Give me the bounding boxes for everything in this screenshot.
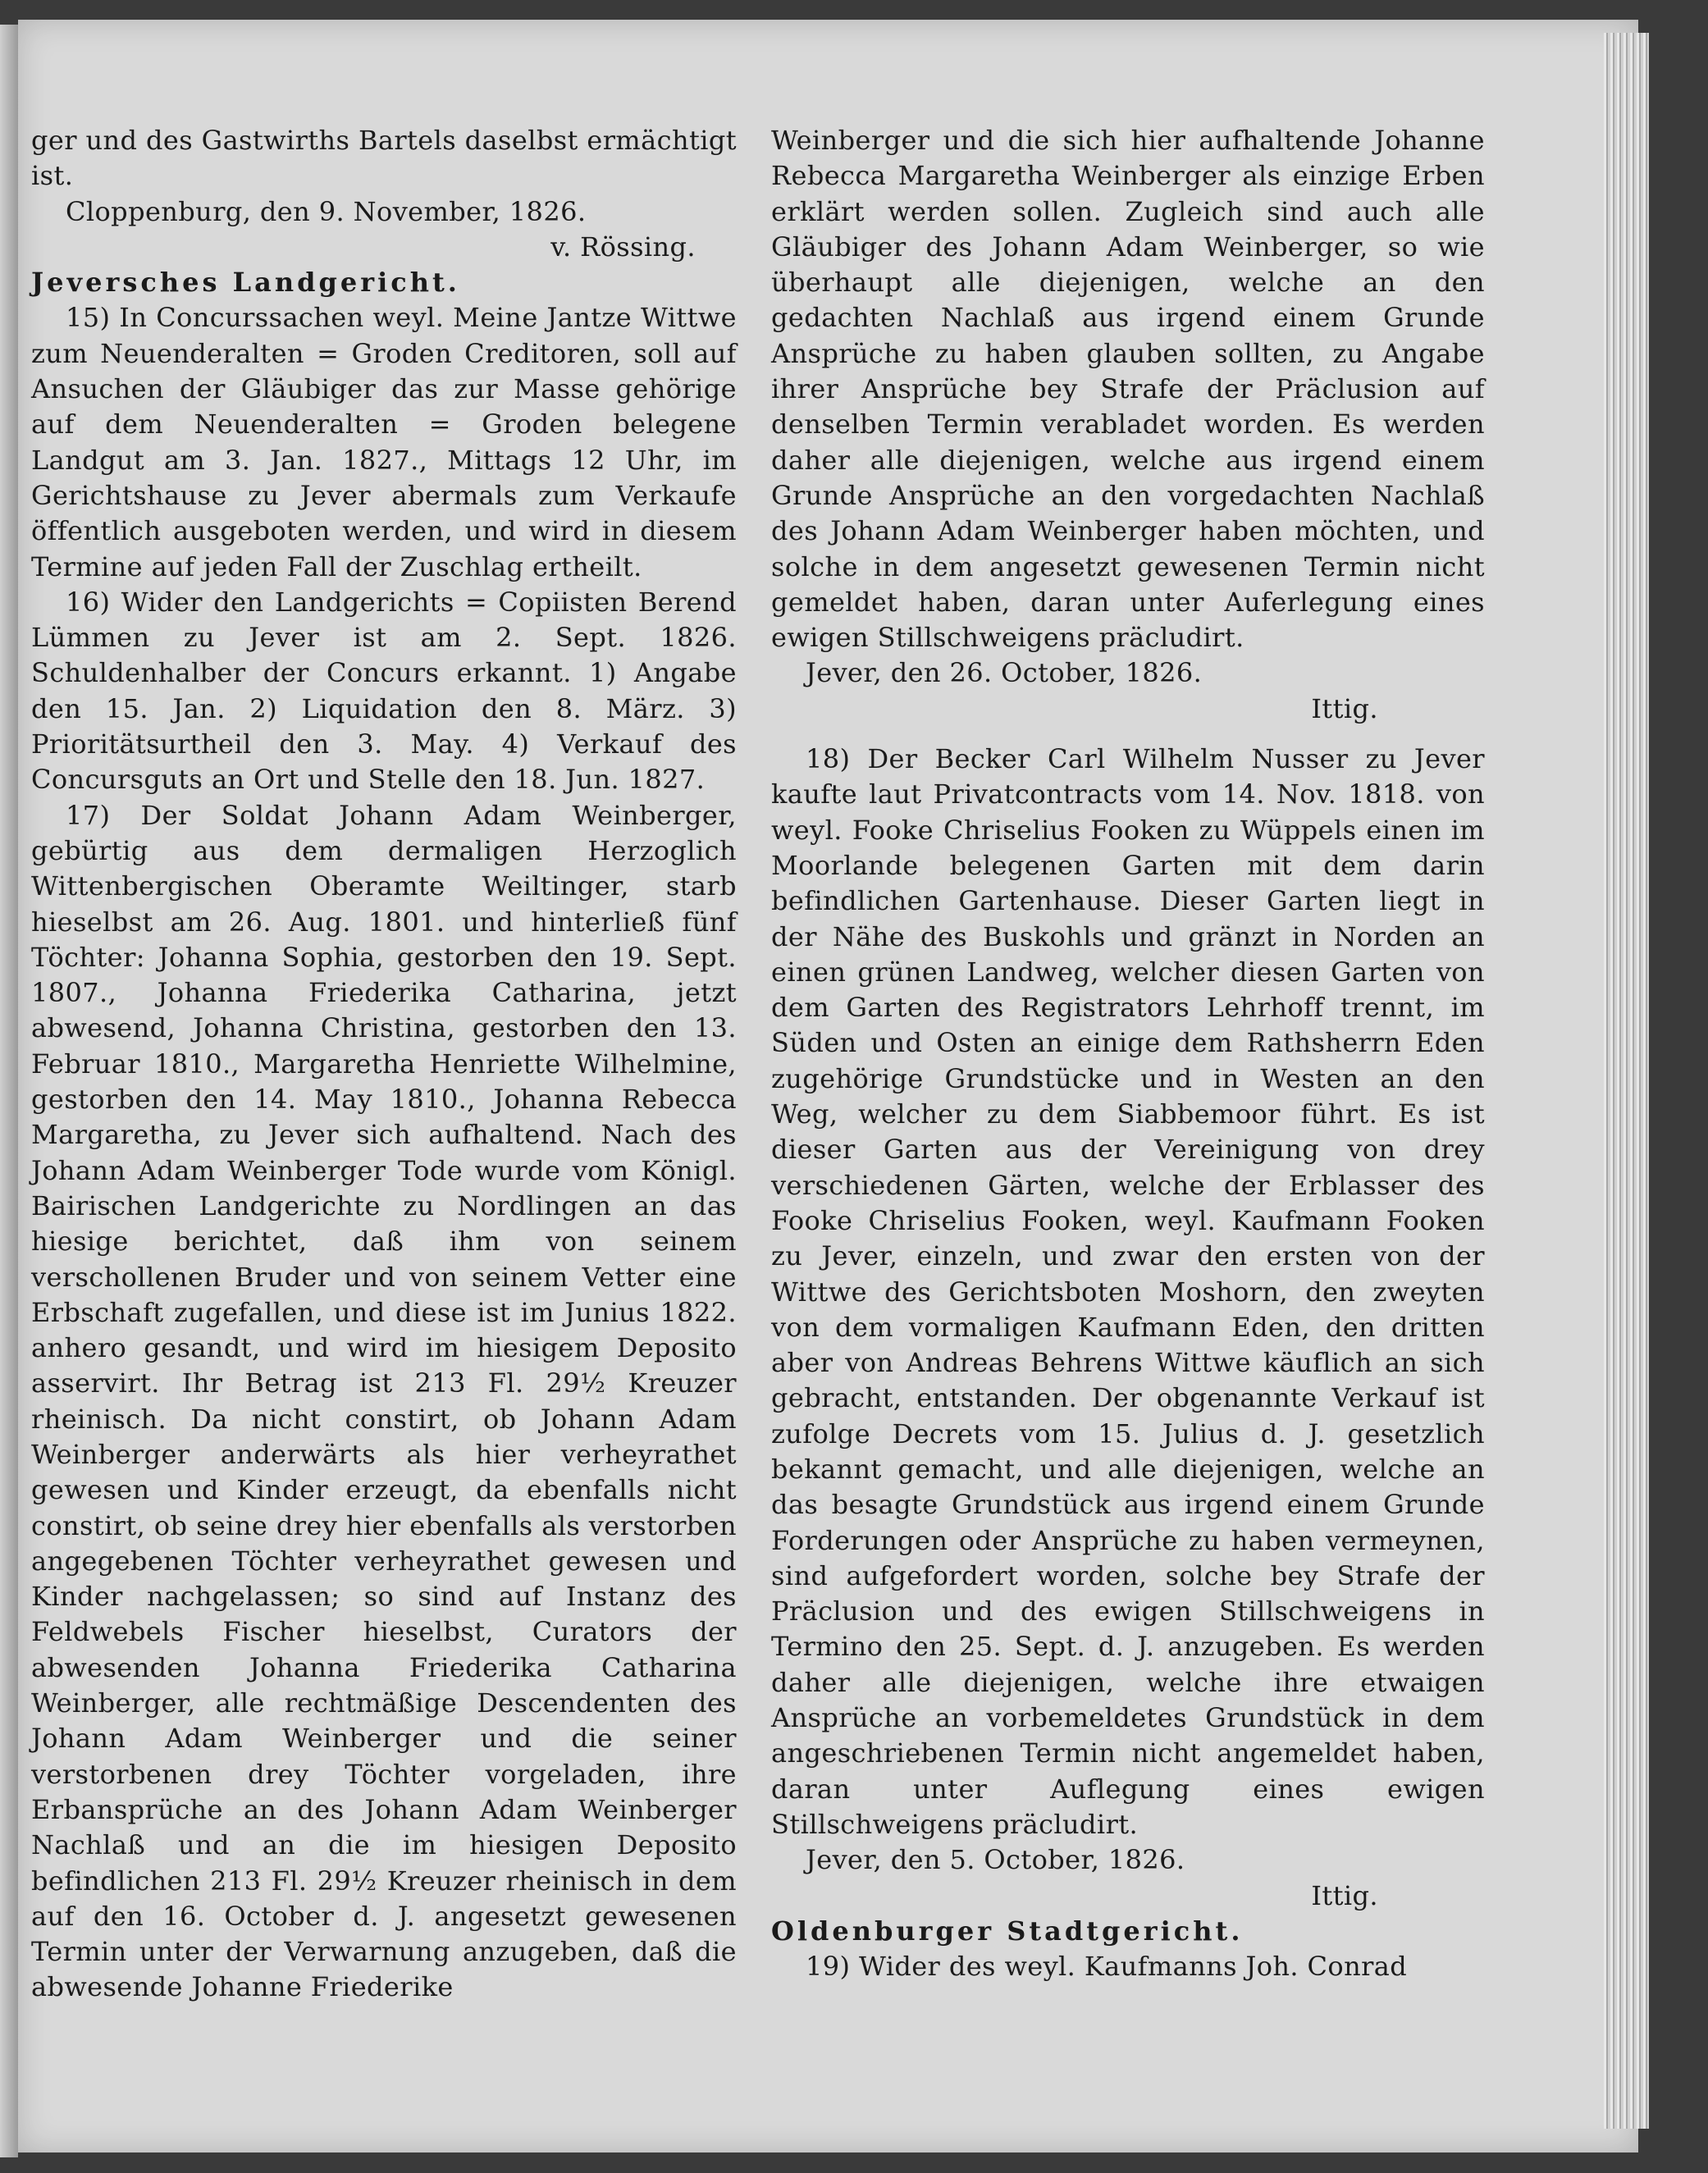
signature: v. Rössing. — [550, 231, 696, 262]
notice-19: 19) Wider des weyl. Kaufmanns Joh. Conrad — [806, 1951, 1408, 1983]
paragraph-continuation: ger und des Gastwirths Bartels daselbst ermächtigt ist. — [31, 125, 737, 192]
section-heading: Jeversches Landgericht. — [31, 267, 460, 299]
signature: Ittig. — [1311, 1879, 1378, 1911]
left-column — [31, 123, 737, 2006]
place-date-line: Cloppenburg, den 9. November, 1826. — [66, 195, 587, 227]
notice-16: 16) Wider den Landgerichts = Copiisten Berend Lümmen zu Jever ist am 2. Sept. 1826. Schuldenhalber der Concurs erkannt. 1) Angabe den 15. Jan. 2) Liquidation den 8. März. 3) Prioritätsurtheil den 3. May. 4) Verkauf des Concursguts an Ort und Stelle den 18. Jun. 1827. — [31, 586, 737, 796]
page-stack-edge — [1604, 33, 1649, 2129]
place-date-line: Jever, den 26. October, 1826. — [806, 657, 1203, 689]
notice-18: 18) Der Becker Carl Wilhelm Nusser zu Jever kaufte laut Privatcontracts vom 14. Nov. 1818. von weyl. Fooke Chriselius Fooken zu Wüppels einen im Moorlande belegenen Garten mit dem darin befindlichen Gartenhause. Dieser Garten liegt in der Nähe des Buskohls und gränzt in Norden an einen grünen Landweg, welcher diesen Garten von dem Garten des Registrators Lehrhoff trennt, im Süden und Osten an einige dem Rathsherrn Eden zugehörige Grundstücke und in Westen an den Weg, welcher zu dem Siabbemoor führt. Es ist dieser Garten aus der Vereinigung von drey verschiedenen Gärten, welche der Erblasser des Fooke Chriselius Fooken, weyl. Kaufmann Fooken zu Jever, einzeln, und zwar den ersten von der Wittwe des Gerichtsboten Moshorn, den zweyten von dem vormaligen Kaufmann Eden, den dritten aber von Andreas Behrens Wittwe käuflich an sich gebracht, entstanden. Der obgenannte Verkauf ist zufolge Decrets vom 15. Julius d. J. gesetzlich bekannt gemacht, und alle diejenigen, welche an das besagte Grundstück aus irgend einem Grunde Forderungen oder Ansprüche zu haben vermeynen, sind aufgefordert worden, solche bey Strafe der Präclusion und des ewigen Stillschweigens in Termino den 25. Sept. d. J. anzugeben. Es werden daher alle diejenigen, welche ihre etwaigen Ansprüche an vorbemeldetes Grundstück in dem angeschriebenen Termin nicht angemeldet haben, daran unter Auflegung eines ewigen Stillschweigens präcludirt. — [771, 743, 1485, 1840]
section-heading: Oldenburger Stadtgericht. — [771, 1915, 1244, 1947]
notice-17-continuation: Weinberger und die sich hier aufhaltende Johanne Rebecca Margaretha Weinberger als einzige Erben erklärt werden sollen. Zugleich sind auch alle Gläubiger des Johann Adam Weinberger, so wie überhaupt alle diejenigen, welche an den gedachten Nachlaß aus irgend einem Grunde Ansprüche zu haben glauben sollten, zu Angabe ihrer Ansprüche bey Strafe der Präclusion auf denselben Termin verabladet worden. Es werden daher alle diejenigen, welche aus irgend einem Grunde Ansprüche an den vorgedachten Nachlaß des Johann Adam Weinberger haben möchten, und solche in dem angesetzt gewesenen Termin nicht gemeldet haben, daran unter Auferlegung eines ewigen Stillschweigens präcludirt. — [771, 125, 1485, 654]
place-date-line: Jever, den 5. October, 1826. — [806, 1844, 1185, 1876]
previous-page-edge — [0, 25, 18, 2157]
notice-17: 17) Der Soldat Johann Adam Weinberger, gebürtig aus dem dermaligen Herzoglich Wittenbergischen Oberamte Weiltinger, starb hieselbst am 26. Aug. 1801. und hinterließ fünf Töchter: Johanna Sophia, gestorben den 19. Sept. 1807., Johanna Friederika Catharina, jetzt abwesend, Johanna Christina, gestorben den 13. Februar 1810., Margaretha Henriette Wilhelmine, gestorben den 14. May 1810., Johanna Rebecca Margaretha, zu Jever sich aufhaltend. Nach des Johann Adam Weinberger Tode wurde vom Königl. Bairischen Landgerichte zu Nordlingen an das hiesige berichtet, daß ihm von seinem verschollenen Bruder und von seinem Vetter eine Erbschaft zugefallen, und diese ist im Junius 1822. anhero gesandt, und wird im hiesigem Deposito asservirt. Ihr Betrag ist 213 Fl. 29½ Kreuzer rheinisch. Da nicht constirt, ob Johann Adam Weinberger anderwärts als hier verheyrathet gewesen und Kinder erzeugt, da ebenfalls nicht constirt, ob seine drey hier ebenfalls als verstorben angegebenen Töchter verheyrathet gewesen und Kinder nachgelassen; so sind auf Instanz des Feldwebels Fischer hieselbst, Curators der abwesenden Johanna Friederika Catharina Weinberger, alle rechtmäßige Descendenten des Johann Adam Weinberger und die seiner verstorbenen drey Töchter vorgeladen, ihre Erbansprüche an des Johann Adam Weinberger Nachlaß und an die im hiesigen Deposito befindlichen 213 Fl. 29½ Kreuzer rheinisch in dem auf den 16. October d. J. angesetzt gewesenen Termin unter der Verwarnung anzugeben, daß die abwesende Johanne Friederike — [31, 799, 737, 2003]
right-column — [771, 123, 1485, 1984]
signature: Ittig. — [1311, 692, 1378, 724]
notice-15: 15) In Concurssachen weyl. Meine Jantze Wittwe zum Neuenderalten = Groden Creditoren, soll auf Ansuchen der Gläubiger das zur Masse gehörige auf dem Neuenderalten = Groden belegene Landgut am 3. Jan. 1827., Mittags 12 Uhr, im Gerichtshause zu Jever abermals zum Verkaufe öffentlich ausgeboten werden, und wird in diesem Termine auf jeden Fall der Zuschlag ertheilt. — [31, 302, 737, 582]
